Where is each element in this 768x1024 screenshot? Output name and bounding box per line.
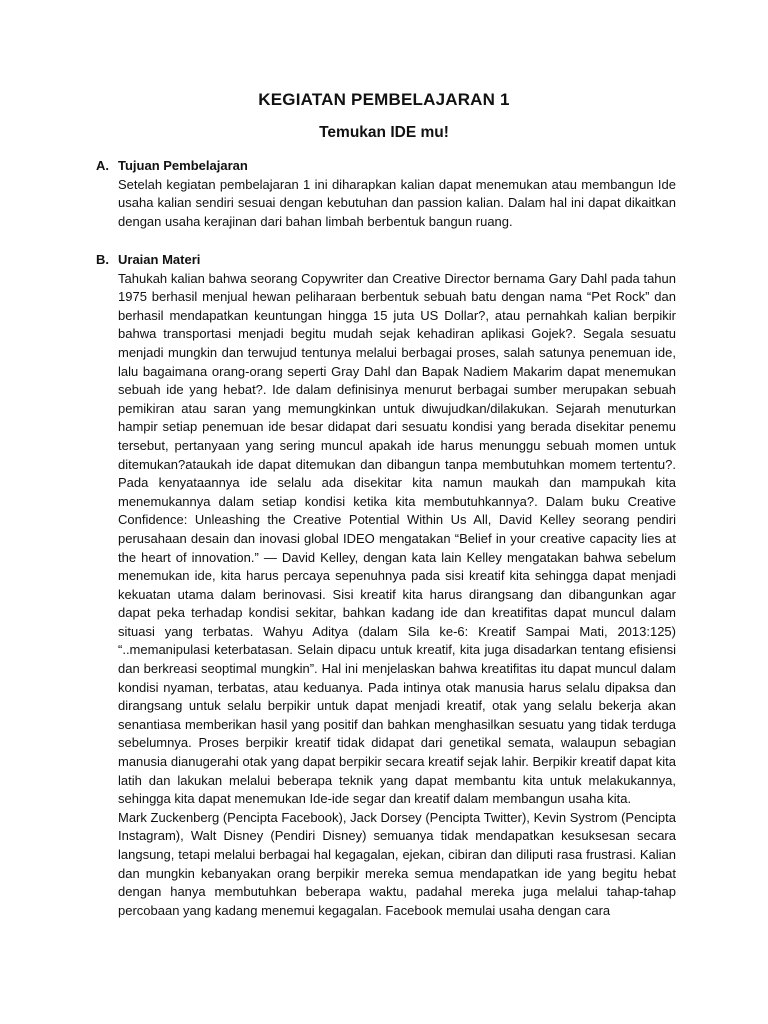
section-tujuan-pembelajaran: [96, 157, 676, 231]
section-letter: A.: [96, 158, 109, 173]
section-heading: [96, 157, 676, 176]
paragraph: Tahukah kalian bahwa seorang Copywriter dan Creative Director bernama Gary Dahl pada tahun 1975 berhasil menjual hewan peliharaan berbentuk sebuah batu dengan nama “Pet Rock” dan berhasil mendapatkan keuntungan hingga 15 juta US Dollar?, atau pernahkah kalian berpikir bahwa transportasi menjadi begitu mudah sejak kehadiran aplikasi Gojek?. Segala sesuatu menjadi mungkin dan terwujud tentunya melalui berbagai proses, salah satunya penemuan ide, lalu bagaimana orang-orang seperti Gray Dahl dan Bapak Nadiem Makarim dapat menemukan sebuah ide yang hebat?. Ide dalam definisinya menurut berbagai sumber merupakan sebuah pemikiran atau saran yang memungkinkan untuk diwujudkan/dilakukan. Sejarah menuturkan hampir setiap penemuan ide besar didapat dari sesuatu kondisi yang berada disekitar penemu tersebut, pertanyaan yang sering muncul apakah ide harus menunggu sebuah momen untuk ditemukan?ataukah ide dapat ditemukan dan dibangun tanpa membutuhkan momem tertentu?. Pada kenyataannya ide selalu ada disekitar kita namun maukah dan mampukah kita menemukannya dalam setiap kondisi ketika kita membutuhkannya?. Dalam buku Creative Confidence: Unleashing the Creative Potential Within Us All, David Kelley seorang pendiri perusahaan desain dan inovasi global IDEO mengatakan “Belief in your creative capacity lies at the heart of innovation.” — David Kelley, dengan kata lain Kelley mengatakan bahwa sebelum menemukan ide, kita harus percaya sepenuhnya pada sisi kreatif kita sehingga dapat menjadi kekuatan utama dalam berinovasi. Sisi kreatif kita harus dirangsang dan dibangunkan agar dapat peka terhadap kondisi sekitar, bahkan kadang ide dan kreatifitas dapat muncul dalam situasi yang terbatas. Wahyu Aditya (dalam Sila ke-6: Kreatif Sampai Mati, 2013:125) “..memanipulasi keterbatasan. Selain dipacu untuk kreatif, kita juga disadarkan tentang efisiensi dan berkreasi seoptimal mungkin”. Hal ini menjelaskan bahwa kreatifitas itu dapat muncul dalam kondisi nyaman, terbatas, atau keduanya. Pada intinya otak manusia harus selalu dipaksa dan dirangsang untuk selalu berpikir untuk dapat menjadi kreatif, otak yang selalu bekerja akan senantiasa memberikan hasil yang positif dan bahkan menghasilkan sesuatu yang tidak terduga sebelumnya. Proses berpikir kreatif tidak didapat dari genetikal semata, walaupun sebagian manusia dianugerahi otak yang dapat berpikir secara kreatif sejak lahir. Berpikir kreatif dapat kita latih dan lakukan melalui beberapa teknik yang dapat membantu kita untuk melakukannya, sehingga kita dapat menemukan Ide-ide segar dan kreatif dalam membangun usaha kita.: [118, 270, 676, 807]
page-subtitle: Temukan IDE mu!: [319, 124, 449, 141]
paragraph: Mark Zuckenberg (Pencipta Facebook), Jack Dorsey (Pencipta Twitter), Kevin Systrom (Pencipta Instagram), Walt Disney (Pendiri Disney) semuanya tidak mendapatkan kesuksesan secara langsung, tetapi melalui berbagai hal kegagalan, ejekan, cibiran dan diliputi rasa frustrasi. Kalian dan mungkin kebanyakan orang berpikir mereka semua mendapatkan ide yang begitu hebat dengan hanya membutuhkan beberapa waktu, padahal mereka juga melalui tahap-tahap percobaan yang kadang menemui kegagalan. Facebook memulai usaha dengan cara: [118, 809, 676, 918]
section-letter: B.: [96, 252, 109, 267]
paragraph: Setelah kegiatan pembelajaran 1 ini diharapkan kalian dapat menemukan atau membangun Ide usaha kalian sendiri sesuai dengan kebutuhan dan passion kalian. Dalam hal ini dapat dikaitkan dengan usaha kerajinan dari bahan limbah berbentuk bangun ruang.: [118, 176, 676, 229]
section-heading: [96, 251, 676, 270]
section-heading-text: Tujuan Pembelajaran: [118, 158, 248, 173]
page-title: KEGIATAN PEMBELAJARAN 1: [258, 90, 510, 109]
section-uraian-materi: [96, 251, 676, 920]
section-body: [118, 270, 676, 921]
section-heading-text: Uraian Materi: [118, 252, 201, 267]
section-body: [118, 176, 676, 232]
